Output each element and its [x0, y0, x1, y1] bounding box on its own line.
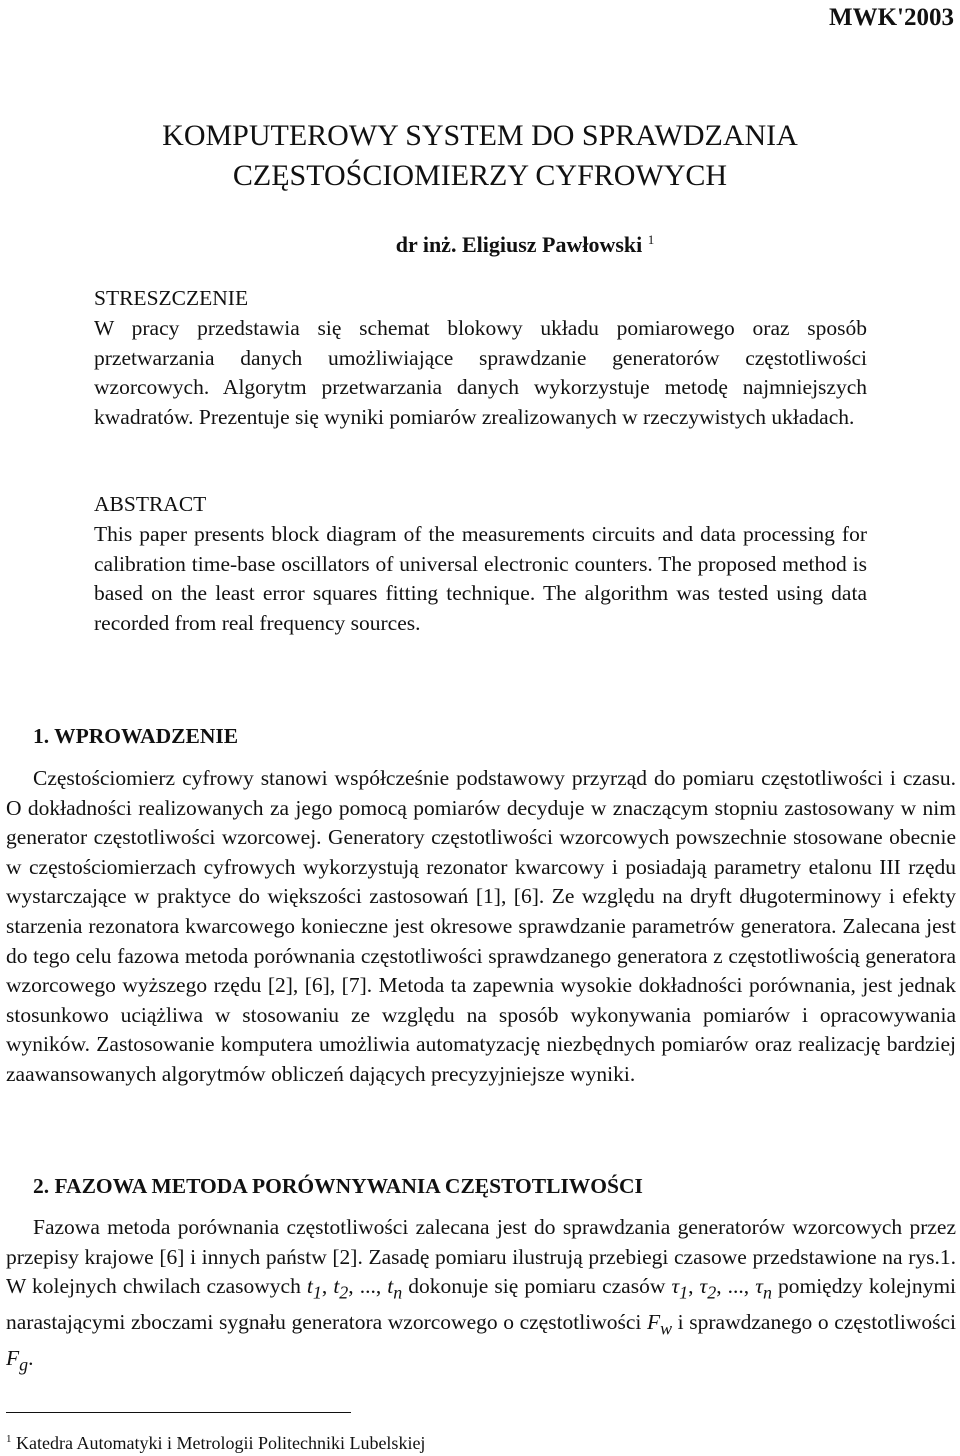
- section-2-text-part-5: .: [28, 1345, 34, 1370]
- footnote-divider: [6, 1412, 351, 1413]
- author-footnote-mark: 1: [647, 232, 655, 247]
- symbol-tn: t: [387, 1274, 394, 1299]
- symbol-tn-sub: n: [393, 1282, 403, 1303]
- symbol-t1: t: [306, 1274, 313, 1299]
- section-1-heading: 1. WPROWADZENIE: [33, 724, 239, 748]
- symbol-fw: F: [646, 1310, 661, 1335]
- section-2-text-part-3: pomiędzy kolejnymi narastającymi zboczami sygnału generatora wzorcowego o częstotliwości: [6, 1274, 957, 1335]
- symbol-t2-sub: 2: [339, 1282, 349, 1303]
- symbol-taun: τ: [755, 1274, 763, 1299]
- symbol-separator-1: ,: [321, 1274, 334, 1299]
- footnote-text: Katedra Automatyki i Metrologii Politechniki Lubelskiej: [16, 1433, 426, 1453]
- section-2-text-part-4: i sprawdzanego o częstotliwości: [672, 1310, 956, 1335]
- symbol-separator-4: , ...,: [716, 1274, 756, 1299]
- footnote: [6, 1427, 425, 1455]
- section-2-heading: 2. FAZOWA METODA PORÓWNYWANIA CZĘSTOTLIWOŚCI: [33, 1174, 643, 1198]
- symbol-tau1-sub: 1: [679, 1282, 689, 1303]
- symbol-fg-sub: g: [19, 1354, 29, 1375]
- author-name: dr inż. Eligiusz Pawłowski: [395, 232, 643, 257]
- symbol-tau2: τ: [699, 1274, 708, 1299]
- symbol-fg: F: [6, 1345, 20, 1370]
- abstract-text: This paper presents block diagram of the measurements circuits and data processing for calibration time-base oscillators of universal electronic counters. The proposed method is based on the least error squares fitting technique. The algorithm was tested using data recorded from real frequency sources.: [94, 521, 867, 636]
- symbol-fw-sub: w: [660, 1318, 673, 1339]
- section-1-body: Częstościomierz cyfrowy stanowi współcześnie podstawowy przyrząd do pomiaru częstotliwości i czasu. O dokładności realizowanych za jego pomocą pomiarów decyduje w znaczącym stopniu zastosowany w nim generator częstotliwości wzorcowej. Generatory częstotliwości wzorcowych powszechnie stosowane obecnie w częstościomierzach cyfrowych wykorzystują rezonator kwarcowy i posiadają parametry etalonu III rzędu wystarczające w praktyce do większości zastosowań [1], [6]. Ze względu na dryft długoterminowy i efekty starzenia rezonatora kwarcowego konieczne jest okresowe sprawdzanie parametrów generatora. Zalecana jest do tego celu fazowa metoda porównania częstotliwości sprawdzanego generatora z częstotliwością generatora wzorcowego wyższego rzędu [2], [6], [7]. Metoda ta zapewnia wysokie dokładności porównania, jest jednak stosunkowo uciążliwa w stosowaniu ze względu na sposób wykonywania pomiarów i opracowywania wyników. Zastosowanie komputera umożliwia automatyzację niezbędnych pomiarów oraz realizację bardziej zaawansowanych algorytmów obliczeń dających precyzyjniejsze wyniki.: [6, 766, 956, 1086]
- paper-title: [0, 116, 960, 196]
- abstract-heading: ABSTRACT: [94, 492, 207, 516]
- abstract-block: [94, 490, 867, 639]
- symbol-separator-3: ,: [688, 1274, 700, 1299]
- section-2-text-part-2: dokonuje się pomiaru czasów: [402, 1274, 672, 1299]
- section-2-body: [6, 1213, 956, 1380]
- symbol-tau2-sub: 2: [707, 1282, 717, 1303]
- title-line-2: CZĘSTOŚCIOMIERZY CYFROWYCH: [232, 159, 728, 192]
- section-2-text-part-1: Fazowa metoda porównania częstotliwości zalecana jest do sprawdzania generatorów wzorcowych przez przepisy krajowe [6] i innych państw [2]. Zasadę pomiaru ilustrują przebiegi czasowe przedstawione na rys.1. W kolejnych chwilach czasowych: [6, 1215, 956, 1299]
- symbol-separator-2: , ...,: [348, 1274, 388, 1299]
- streszczenie-text: W pracy przedstawia się schemat blokowy układu pomiarowego oraz sposób przetwarzania danych umożliwiające sprawdzanie generatorów częstotliwości wzorcowych. Algorytm przetwarzania danych wykorzystuje metodę najmniejszych kwadratów. Prezentuje się wyniki pomiarów zrealizowanych w rzeczywistych układach.: [94, 315, 867, 430]
- conference-mark: MWK'2003: [829, 4, 954, 31]
- symbol-taun-sub: n: [762, 1282, 772, 1303]
- streszczenie-heading: STRESZCZENIE: [94, 286, 249, 310]
- footnote-mark: 1: [6, 1433, 12, 1445]
- symbol-tau1: τ: [671, 1274, 680, 1299]
- symbol-t2: t: [333, 1274, 340, 1299]
- title-line-1: KOMPUTEROWY SYSTEM DO SPRAWDZANIA: [162, 119, 798, 152]
- streszczenie-block: [94, 284, 867, 433]
- author-line: [0, 225, 960, 260]
- symbol-t1-sub: 1: [312, 1282, 322, 1303]
